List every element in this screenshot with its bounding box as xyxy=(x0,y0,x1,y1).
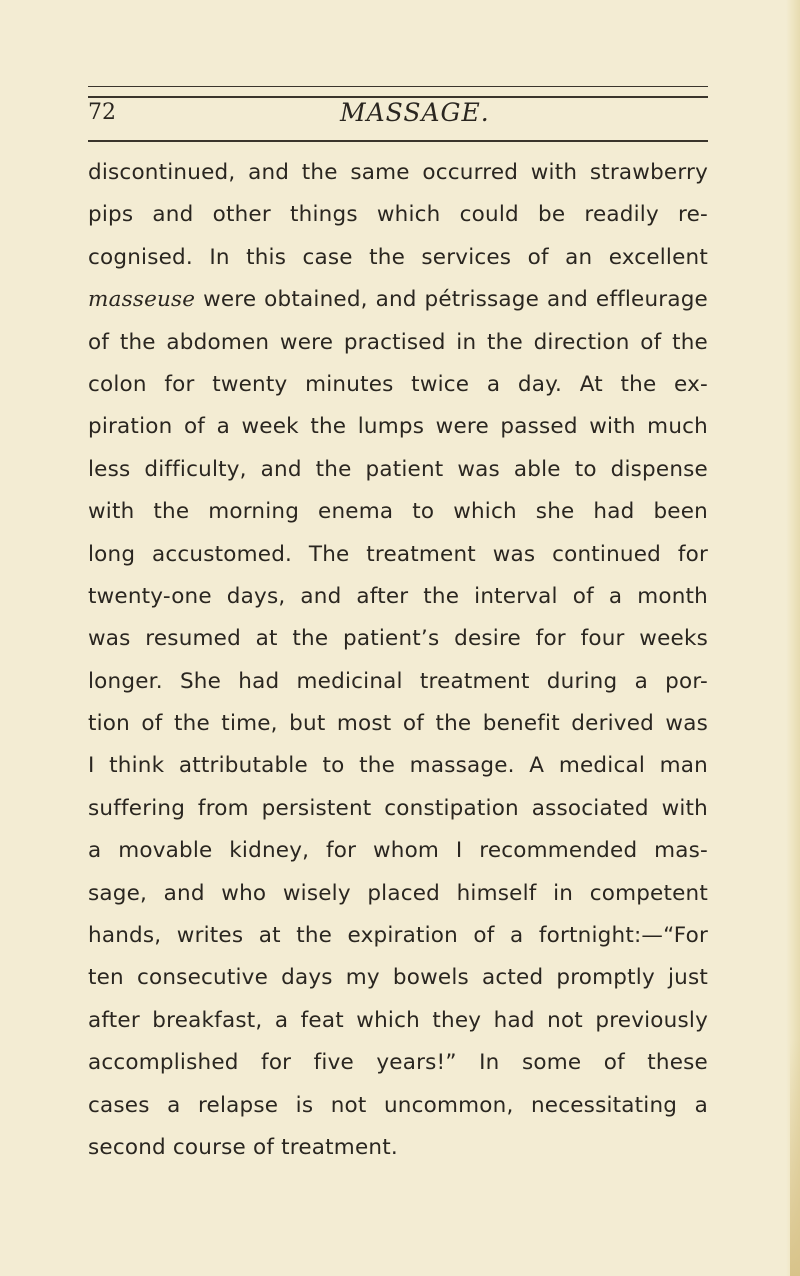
text-line: discontinued, and the same occurred with strawberry xyxy=(88,160,708,185)
page-header xyxy=(88,98,708,138)
text-line: cases a relapse is not uncommon, necessitating a xyxy=(88,1092,708,1118)
text-line: tion of the time, but most of the benefit derived was xyxy=(88,711,708,737)
text-line: longer. She had medicinal treatment during a por- xyxy=(88,668,708,694)
text-line-last: second course of treatment. xyxy=(88,1134,398,1160)
header-rule-top xyxy=(88,86,708,87)
header-rule-bottom xyxy=(88,140,708,142)
text-line: ten consecutive days my bowels acted promptly just xyxy=(88,965,708,991)
body-text xyxy=(88,152,708,1169)
text-line: suffering from persistent constipation associated with xyxy=(88,795,708,821)
text-line: with the morning enema to which she had been xyxy=(88,499,708,525)
text-line: hands, writes at the expiration of a fortnight:—“For xyxy=(88,923,708,949)
page-number: 72 xyxy=(88,100,116,125)
text-line: colon for twenty minutes twice a day. At the ex- xyxy=(88,371,708,397)
text-line: sage, and who wisely placed himself in competent xyxy=(88,880,708,906)
italic-word-masseuse: masseuse xyxy=(88,287,196,313)
text-line: twenty-one days, and after the interval of a month xyxy=(88,583,708,609)
text-line-rest: were obtained, and pétrissage and effleurage xyxy=(203,287,708,313)
text-line: after breakfast, a feat which they had not previously xyxy=(88,1007,708,1033)
text-line: long accustomed. The treatment was continued for xyxy=(88,541,708,567)
page-edge-shade xyxy=(790,1040,800,1276)
running-head: MASSAGE. xyxy=(340,98,490,127)
text-line: I think attributable to the massage. A medical man xyxy=(88,753,708,779)
text-line: was resumed at the patient’s desire for four weeks xyxy=(88,626,708,652)
text-line: a movable kidney, for whom I recommended mas- xyxy=(88,838,708,864)
text-line: less difficulty, and the patient was able to dispense xyxy=(88,456,708,482)
text-line: piration of a week the lumps were passed with much xyxy=(88,414,708,440)
text-line-with-italic xyxy=(88,279,708,321)
text-line: accomplished for five years!” In some of these xyxy=(88,1050,708,1076)
text-line: pips and other things which could be readily re- xyxy=(88,202,708,228)
text-line: of the abdomen were practised in the direction of the xyxy=(88,329,708,355)
text-line: cognised. In this case the services of an excellent xyxy=(88,244,708,270)
